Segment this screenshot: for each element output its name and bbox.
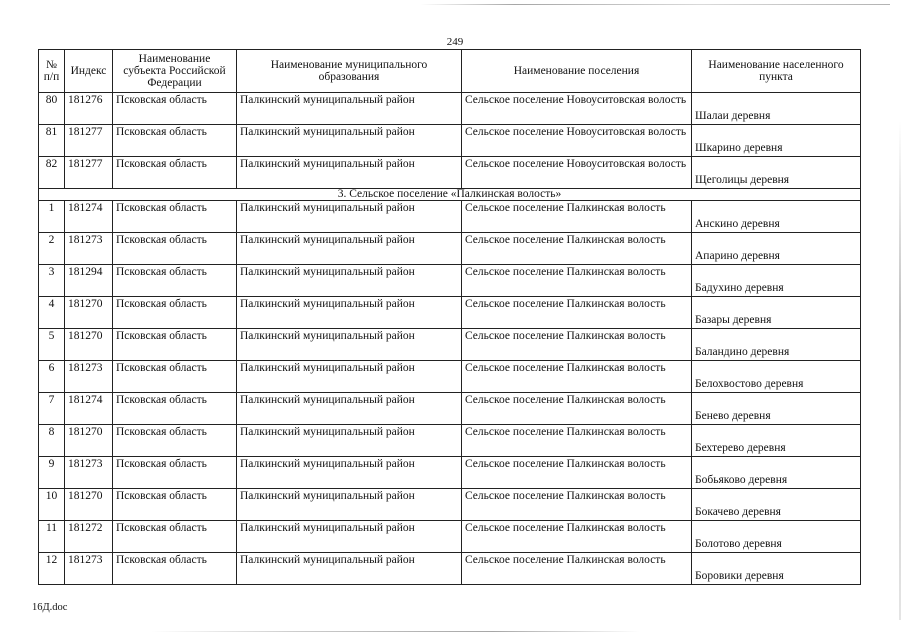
postal-index: 181273	[65, 457, 113, 489]
row-number: 8	[39, 425, 65, 457]
header-settlement: Наименование поселения	[462, 50, 692, 93]
locality-name: Бадухино деревня	[692, 265, 861, 297]
postal-index: 181294	[65, 265, 113, 297]
row-number: 12	[39, 553, 65, 585]
row-number: 80	[39, 93, 65, 125]
header-subject: Наименование субъекта Российской Федерации	[113, 50, 237, 93]
scan-artifact-right	[899, 120, 901, 620]
row-number: 1	[39, 201, 65, 233]
settlement-name: Сельское поселение Палкинская волость	[462, 361, 692, 393]
table-row	[39, 393, 861, 425]
row-number: 82	[39, 157, 65, 189]
page-number: 249	[446, 36, 464, 48]
table-row	[39, 93, 861, 125]
federal-subject: Псковская область	[113, 93, 237, 125]
municipal-formation: Палкинский муниципальный район	[237, 93, 462, 125]
table-row	[39, 125, 861, 157]
federal-subject: Псковская область	[113, 457, 237, 489]
table-row	[39, 297, 861, 329]
settlement-name: Сельское поселение Палкинская волость	[462, 201, 692, 233]
federal-subject: Псковская область	[113, 361, 237, 393]
settlement-name: Сельское поселение Новоуситовская волость	[462, 125, 692, 157]
section-title: 3. Сельское поселение «Палкинская волость»	[39, 189, 861, 201]
federal-subject: Псковская область	[113, 553, 237, 585]
row-number: 11	[39, 521, 65, 553]
scan-artifact-top	[420, 4, 890, 5]
row-number: 3	[39, 265, 65, 297]
header-num: № п/п	[39, 50, 65, 93]
federal-subject: Псковская область	[113, 521, 237, 553]
settlement-name: Сельское поселение Палкинская волость	[462, 425, 692, 457]
municipal-formation: Палкинский муниципальный район	[237, 265, 462, 297]
federal-subject: Псковская область	[113, 125, 237, 157]
federal-subject: Псковская область	[113, 265, 237, 297]
table-row	[39, 521, 861, 553]
municipal-formation: Палкинский муниципальный район	[237, 361, 462, 393]
locality-name: Болотово деревня	[692, 521, 861, 553]
settlement-name: Сельское поселение Палкинская волость	[462, 297, 692, 329]
municipal-formation: Палкинский муниципальный район	[237, 297, 462, 329]
rows-palkinskaya-section	[39, 201, 861, 585]
header-municipal: Наименование муниципального образования	[237, 50, 462, 93]
municipal-formation: Палкинский муниципальный район	[237, 457, 462, 489]
table-row	[39, 265, 861, 297]
postal-index: 181274	[65, 201, 113, 233]
federal-subject: Псковская область	[113, 157, 237, 189]
table-row	[39, 553, 861, 585]
row-number: 10	[39, 489, 65, 521]
settlement-name: Сельское поселение Палкинская волость	[462, 553, 692, 585]
federal-subject: Псковская область	[113, 489, 237, 521]
postal-index: 181273	[65, 361, 113, 393]
municipal-formation: Палкинский муниципальный район	[237, 521, 462, 553]
postal-index: 181273	[65, 553, 113, 585]
row-number: 4	[39, 297, 65, 329]
municipal-formation: Палкинский муниципальный район	[237, 329, 462, 361]
federal-subject: Псковская область	[113, 201, 237, 233]
postal-index: 181270	[65, 297, 113, 329]
settlement-name: Сельское поселение Палкинская волость	[462, 521, 692, 553]
locality-name: Бобьяково деревня	[692, 457, 861, 489]
settlements-table	[38, 49, 861, 585]
locality-name: Бокачево деревня	[692, 489, 861, 521]
settlement-name: Сельское поселение Новоуситовская волость	[462, 157, 692, 189]
federal-subject: Псковская область	[113, 297, 237, 329]
settlement-name: Сельское поселение Палкинская волость	[462, 393, 692, 425]
locality-name: Баландино деревня	[692, 329, 861, 361]
scan-artifact-bottom	[150, 631, 640, 632]
federal-subject: Псковская область	[113, 425, 237, 457]
locality-name: Апарино деревня	[692, 233, 861, 265]
locality-name: Шалаи деревня	[692, 93, 861, 125]
table-row	[39, 329, 861, 361]
settlement-name: Сельское поселение Палкинская волость	[462, 457, 692, 489]
section-heading-group	[39, 189, 861, 201]
locality-name: Шкарино деревня	[692, 125, 861, 157]
row-number: 5	[39, 329, 65, 361]
postal-index: 181277	[65, 125, 113, 157]
locality-name: Щеголицы деревня	[692, 157, 861, 189]
locality-name: Белохвостово деревня	[692, 361, 861, 393]
row-number: 2	[39, 233, 65, 265]
table-row	[39, 201, 861, 233]
table-row	[39, 157, 861, 189]
municipal-formation: Палкинский муниципальный район	[237, 393, 462, 425]
table-row	[39, 361, 861, 393]
settlement-name: Сельское поселение Палкинская волость	[462, 265, 692, 297]
settlement-name: Сельское поселение Новоуситовская волость	[462, 93, 692, 125]
postal-index: 181277	[65, 157, 113, 189]
federal-subject: Псковская область	[113, 329, 237, 361]
row-number: 6	[39, 361, 65, 393]
postal-index: 181274	[65, 393, 113, 425]
row-number: 81	[39, 125, 65, 157]
locality-name: Бехтерево деревня	[692, 425, 861, 457]
municipal-formation: Палкинский муниципальный район	[237, 201, 462, 233]
municipal-formation: Палкинский муниципальный район	[237, 233, 462, 265]
header-locality: Наименование населенного пункта	[692, 50, 861, 93]
table-row	[39, 233, 861, 265]
header-index: Индекс	[65, 50, 113, 93]
locality-name: Анскино деревня	[692, 201, 861, 233]
municipal-formation: Палкинский муниципальный район	[237, 425, 462, 457]
locality-name: Бенево деревня	[692, 393, 861, 425]
postal-index: 181276	[65, 93, 113, 125]
settlement-name: Сельское поселение Палкинская волость	[462, 329, 692, 361]
locality-name: Базары деревня	[692, 297, 861, 329]
postal-index: 181270	[65, 425, 113, 457]
settlement-name: Сельское поселение Палкинская волость	[462, 489, 692, 521]
municipal-formation: Палкинский муниципальный район	[237, 489, 462, 521]
row-number: 7	[39, 393, 65, 425]
municipal-formation: Палкинский муниципальный район	[237, 125, 462, 157]
postal-index: 181272	[65, 521, 113, 553]
postal-index: 181273	[65, 233, 113, 265]
rows-before-section	[39, 93, 861, 189]
settlement-name: Сельское поселение Палкинская волость	[462, 233, 692, 265]
table-header-row	[39, 50, 861, 93]
table-row	[39, 425, 861, 457]
table-row	[39, 489, 861, 521]
federal-subject: Псковская область	[113, 233, 237, 265]
row-number: 9	[39, 457, 65, 489]
federal-subject: Псковская область	[113, 393, 237, 425]
table-row	[39, 457, 861, 489]
locality-name: Боровики деревня	[692, 553, 861, 585]
postal-index: 181270	[65, 329, 113, 361]
file-name-footer: 16Д.doc	[32, 602, 68, 613]
municipal-formation: Палкинский муниципальный район	[237, 157, 462, 189]
section-heading-row	[39, 189, 861, 201]
postal-index: 181270	[65, 489, 113, 521]
municipal-formation: Палкинский муниципальный район	[237, 553, 462, 585]
